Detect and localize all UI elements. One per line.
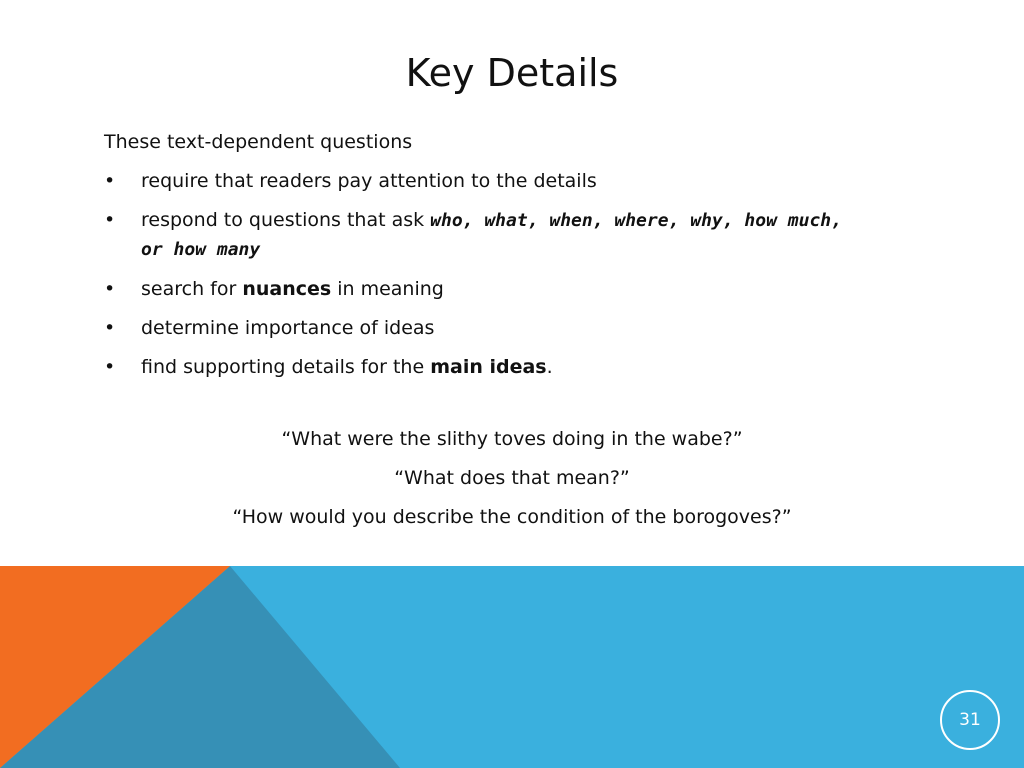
bullet-bold: nuances xyxy=(242,278,332,300)
slide-title: Key Details xyxy=(405,51,619,95)
bullet-text: determine importance of ideas xyxy=(141,317,435,339)
bullet-item xyxy=(104,167,864,195)
bullet-bold: main ideas xyxy=(430,356,547,378)
quote-line: “How would you describe the condition of the borogoves?” xyxy=(232,506,792,528)
quote-line: “What were the slithy toves doing in the wabe?” xyxy=(281,428,743,450)
quote-block xyxy=(0,425,1024,542)
bullet-icon: • xyxy=(104,278,116,300)
bullet-icon: • xyxy=(104,356,116,378)
bullet-text-suffix: in meaning xyxy=(331,278,444,300)
bullet-text: require that readers pay attention to the details xyxy=(141,170,597,192)
bullet-text: search for xyxy=(141,278,243,300)
bullet-text-suffix: . xyxy=(546,356,553,378)
bullet-icon: • xyxy=(104,317,116,339)
bullet-item xyxy=(104,314,864,342)
bullet-item xyxy=(104,275,864,303)
bullet-item xyxy=(104,206,864,264)
bullet-text: find supporting details for the xyxy=(141,356,431,378)
bullet-icon: • xyxy=(104,209,116,231)
bullet-emphasis: who, what, when, where, why, how much, or how many xyxy=(141,210,842,260)
bullet-item xyxy=(104,353,864,381)
bullet-text: respond to questions that ask xyxy=(141,209,431,231)
intro-text: These text-dependent questions xyxy=(104,131,413,153)
quote-line: “What does that mean?” xyxy=(394,467,630,489)
bullet-list xyxy=(104,167,864,392)
page-number-badge: 31 xyxy=(940,690,1000,750)
bullet-icon: • xyxy=(104,170,116,192)
footer-decoration xyxy=(0,566,1024,768)
